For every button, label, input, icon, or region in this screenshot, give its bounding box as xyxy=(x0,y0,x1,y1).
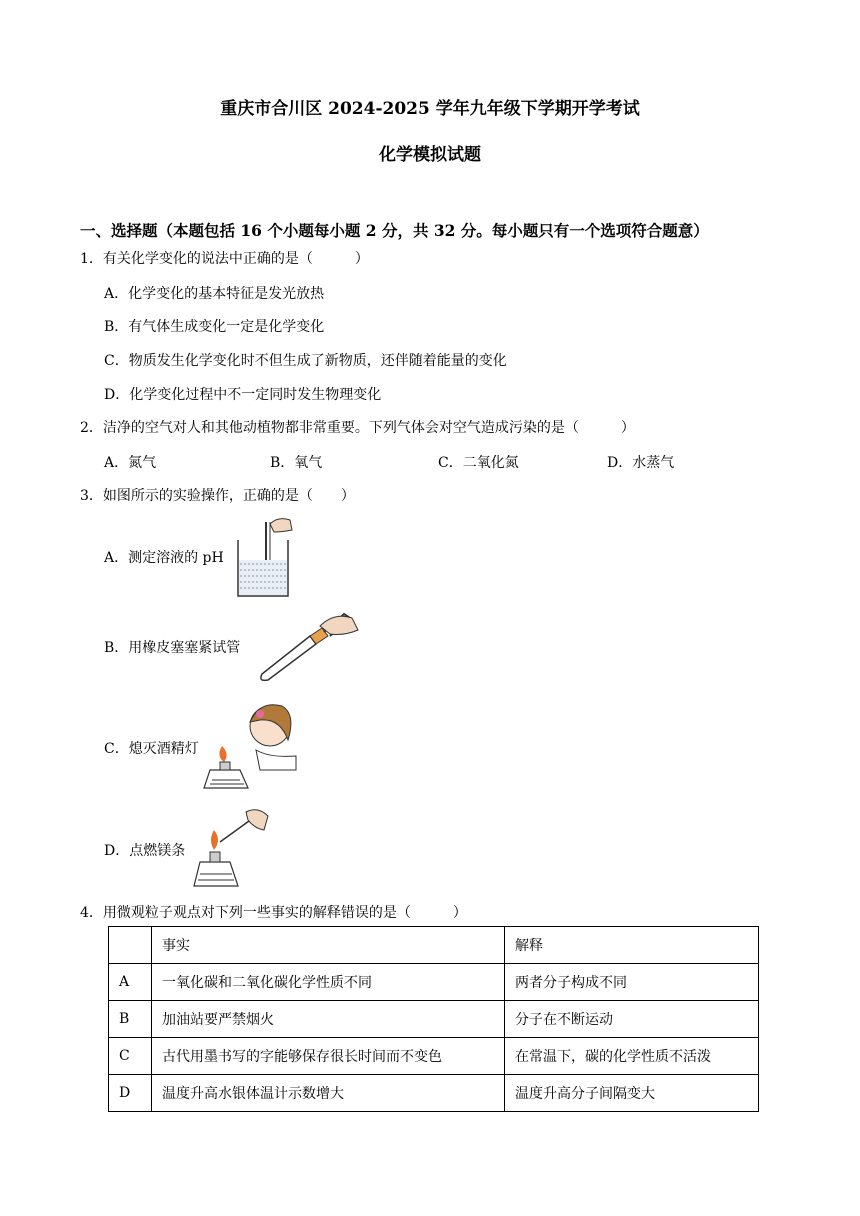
question-2-stem: 2．洁净的空气对人和其他动植物都非常重要。下列气体会对空气造成污染的是（ ） xyxy=(80,420,635,436)
table-cell: 两者分子构成不同 xyxy=(505,964,759,1001)
question-1-option-a[interactable]: A．化学变化的基本特征是发光放热 xyxy=(104,286,325,302)
question-3-option-d[interactable]: D．点燃镁条 xyxy=(104,843,186,859)
question-1-option-b[interactable]: B．有气体生成变化一定是化学变化 xyxy=(104,319,325,335)
table-header-row xyxy=(109,927,759,964)
page-subtitle: 化学模拟试题 xyxy=(379,145,481,165)
table-row xyxy=(109,964,759,1001)
question-1-option-d[interactable]: D．化学变化过程中不一定同时发生物理变化 xyxy=(104,387,382,403)
table-header-cell: 事实 xyxy=(152,927,505,964)
table-header-cell: 解释 xyxy=(505,927,759,964)
question-3-stem: 3．如图所示的实验操作，正确的是（ ） xyxy=(80,488,355,504)
table-header-cell xyxy=(109,927,152,964)
question-2-option-a[interactable]: A．氮气 xyxy=(104,455,157,471)
table-row xyxy=(109,1001,759,1038)
test-tube-stopper-icon xyxy=(254,610,364,682)
question-2-option-d[interactable]: D．水蒸气 xyxy=(607,455,675,471)
table-cell: B xyxy=(109,1001,152,1038)
page-title: 重庆市合川区 2024-2025 学年九年级下学期开学考试 xyxy=(220,99,640,119)
question-2-option-c[interactable]: C．二氧化氮 xyxy=(438,455,519,471)
alcohol-lamp-blowing-icon xyxy=(200,700,300,796)
table-cell: D xyxy=(109,1075,152,1112)
question-2-option-b[interactable]: B．氧气 xyxy=(270,455,323,471)
table-cell: C xyxy=(109,1038,152,1075)
table-cell: 古代用墨书写的字能够保存很长时间而不变色 xyxy=(152,1038,505,1075)
table-cell: 分子在不断运动 xyxy=(505,1001,759,1038)
table-row xyxy=(109,1075,759,1112)
section-heading: 一、选择题（本题包括 16 个小题每小题 2 分，共 32 分。每小题只有一个选项符合题意） xyxy=(80,221,709,240)
question-3-option-b[interactable]: B．用橡皮塞塞紧试管 xyxy=(104,640,241,656)
magnesium-ignition-icon xyxy=(192,806,272,892)
table-cell: 温度升高水银体温计示数增大 xyxy=(152,1075,505,1112)
question-3-option-c[interactable]: C．熄灭酒精灯 xyxy=(104,741,199,757)
ph-test-beaker-icon xyxy=(234,510,294,600)
question-3-option-a[interactable]: A．测定溶液的 pH xyxy=(104,550,224,566)
table-cell: 温度升高分子间隔变大 xyxy=(505,1075,759,1112)
facts-table xyxy=(108,926,759,1112)
question-4-stem: 4．用微观粒子观点对下列一些事实的解释错误的是（ ） xyxy=(80,905,467,921)
table-row xyxy=(109,1038,759,1075)
table-cell: 加油站要严禁烟火 xyxy=(152,1001,505,1038)
table-cell: 一氧化碳和二氧化碳化学性质不同 xyxy=(152,964,505,1001)
question-1-option-c[interactable]: C．物质发生化学变化时不但生成了新物质，还伴随着能量的变化 xyxy=(104,353,507,369)
question-1-stem: 1．有关化学变化的说法中正确的是（ ） xyxy=(80,251,369,267)
table-cell: A xyxy=(109,964,152,1001)
table-cell: 在常温下，碳的化学性质不活泼 xyxy=(505,1038,759,1075)
